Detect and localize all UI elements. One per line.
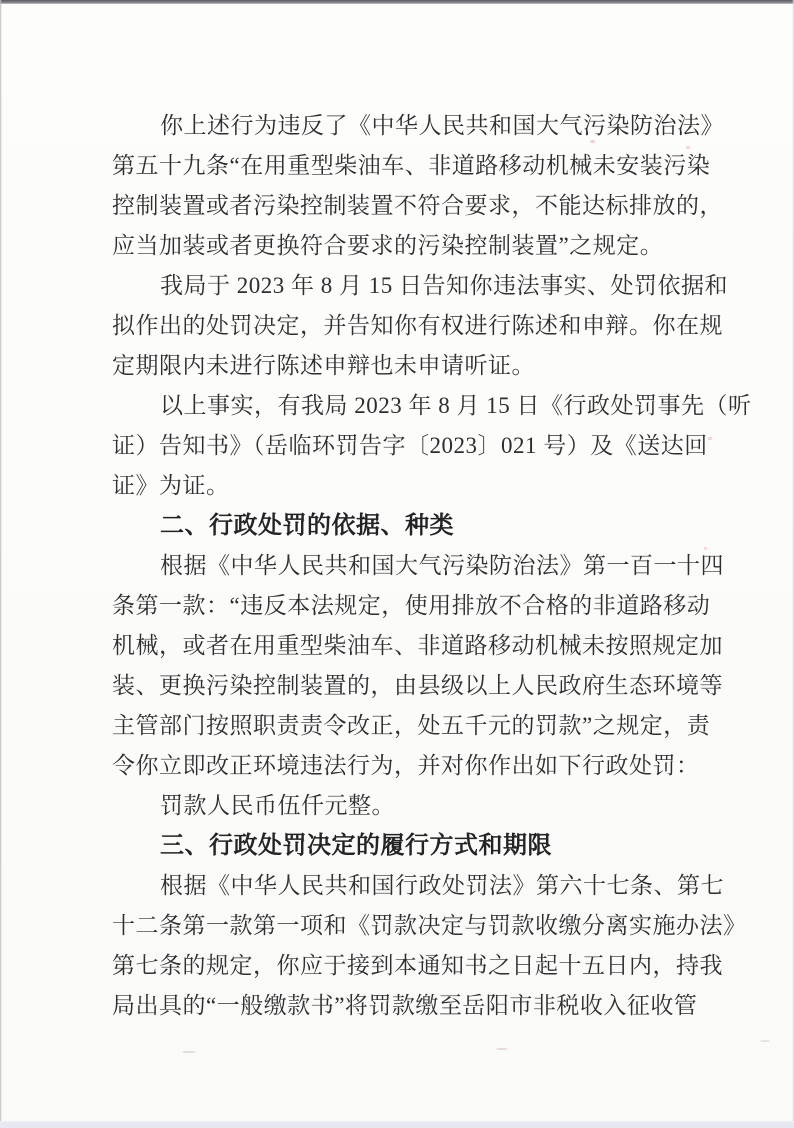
section-heading (112, 506, 692, 546)
scan-speckle (760, 1040, 770, 1042)
text-line: 控制装置或者污染控制装置不符合要求，不能达标排放的， (112, 193, 723, 218)
text-line: 拟作出的处罚决定，并告知你有权进行陈述和申辩。你在规 (112, 313, 723, 338)
text-line: 罚款人民币伍仟元整。 (160, 793, 395, 818)
text-line: 定期限内未进行陈述申辩也未申请听证。 (112, 353, 535, 378)
text-line: 条第一款：“违反本法规定，使用排放不合格的非道路移动 (112, 593, 711, 618)
text-line: 十二条第一款第一项和《罚款决定与罚款收缴分离实施办法》 (112, 913, 747, 938)
scan-speckle (496, 1048, 508, 1050)
text-line: 应当加装或者更换符合要求的污染控制装置”之规定。 (112, 233, 664, 258)
scan-edge-top (0, 0, 794, 4)
text-line: 以上事实，有我局 2023 年 8 月 15 日《行政处罚事先（听 (160, 393, 752, 418)
paragraph (112, 866, 747, 1026)
paragraph (112, 386, 752, 506)
text-line: 你上述行为违反了《中华人民共和国大气污染防治法》 (160, 113, 724, 138)
paragraph (112, 786, 692, 826)
text-line: 第五十九条“在用重型柴油车、非道路移动机械未安装污染 (112, 153, 711, 178)
text-line: 第七条的规定，你应于接到本通知书之日起十五日内，持我 (112, 953, 723, 978)
scan-edge-left (0, 0, 2, 1128)
paragraph (112, 266, 728, 386)
paragraph (112, 546, 724, 786)
text-line: 我局于 2023 年 8 月 15 日告知你违法事实、处罚依据和 (160, 273, 728, 298)
text-line: 令你立即改正环境违法行为，并对你作出如下行政处罚： (112, 753, 700, 778)
scan-speckle (708, 437, 712, 440)
text-line: 局出具的“一般缴款书”将罚款缴至岳阳市非税收入征收管 (112, 993, 698, 1018)
section-heading-text: 二、行政处罚的依据、种类 (160, 512, 454, 539)
paragraph (112, 106, 724, 266)
scan-speckle (182, 1051, 196, 1053)
document-body (112, 106, 752, 1026)
text-line: 机械，或者在用重型柴油车、非道路移动机械未按照规定加 (112, 633, 723, 658)
text-line: 装、更换污染控制装置的，由县级以上人民政府生态环境等 (112, 673, 723, 698)
text-line: 主管部门按照职责责令改正，处五千元的罚款”之规定，责 (112, 713, 711, 738)
text-line: 证）告知书》（岳临环罚告字〔2023〕021 号）及《送达回 (112, 433, 708, 458)
text-line: 证》为证。 (112, 473, 230, 498)
text-line: 根据《中华人民共和国大气污染防治法》第一百一十四 (160, 553, 724, 578)
text-line: 根据《中华人民共和国行政处罚法》第六十七条、第七 (160, 873, 724, 898)
section-heading-text: 三、行政处罚决定的履行方式和期限 (160, 832, 552, 859)
section-heading (112, 826, 692, 866)
scan-edge-bottom (0, 1121, 794, 1128)
